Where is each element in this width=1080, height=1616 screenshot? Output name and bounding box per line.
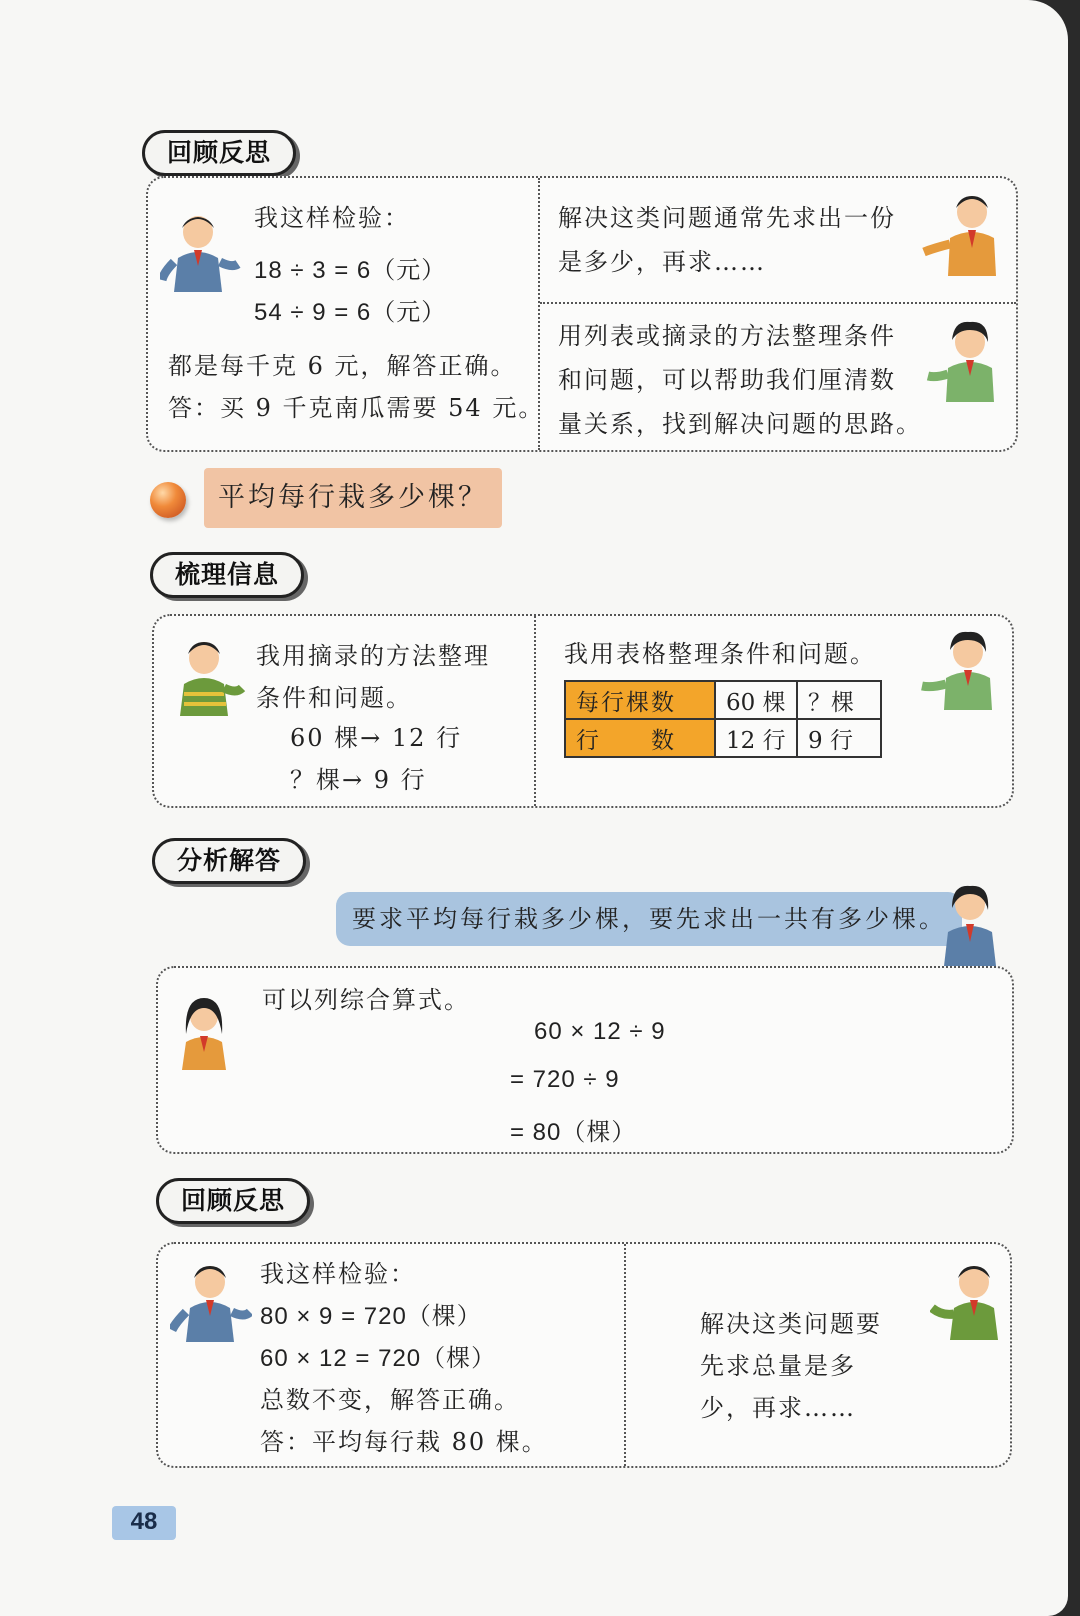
divider — [624, 1244, 626, 1466]
excerpt-text: 我用摘录的方法整理 — [256, 642, 490, 670]
table-cell: ？棵 — [797, 681, 881, 719]
section-tag-review: 回顾反思 — [142, 130, 296, 176]
girl-character-icon — [920, 628, 1004, 710]
excerpt-mapping: ？棵→ 9 行 — [290, 766, 427, 794]
table-header-cell: 行 数 — [565, 719, 715, 757]
girl-character-icon — [934, 882, 1006, 966]
page-number: 48 — [112, 1506, 176, 1540]
table-cell: 12 行 — [715, 719, 797, 757]
check-conclusion: 总数不变，解答正确。 — [260, 1386, 520, 1414]
hint-bubble: 要求平均每行栽多少棵，要先求出一共有多少棵。 — [336, 892, 962, 946]
equation-step: = 80（棵） — [510, 1119, 637, 1146]
check-title: 我这样检验： — [254, 204, 410, 232]
tip-text: 是多少，再求…… — [558, 248, 766, 276]
table-cell: 9 行 — [797, 719, 881, 757]
boy-character-icon — [168, 636, 246, 716]
check-equation: 18 ÷ 3 = 6（元） — [254, 257, 447, 284]
check-title: 我这样检验： — [260, 1260, 416, 1288]
excerpt-mapping: 60 棵→ 12 行 — [290, 724, 463, 752]
boy-character-icon — [920, 190, 1006, 276]
orange-ball-icon — [150, 482, 186, 518]
question-banner: 平均每行栽多少棵？ — [204, 468, 502, 528]
girl-character-icon — [172, 994, 236, 1070]
tip-text: 和问题，可以帮助我们厘清数 — [558, 366, 896, 394]
boy-character-icon — [930, 1260, 1006, 1340]
divider — [534, 616, 536, 806]
tip-text: 先求总量是多 — [700, 1352, 856, 1380]
section-tag-analyze: 分析解答 — [152, 838, 306, 884]
solution-intro: 可以列综合算式。 — [262, 986, 470, 1014]
table-row — [565, 681, 881, 719]
check-equation: 54 ÷ 9 = 6（元） — [254, 299, 447, 326]
tip-text: 量关系，找到解决问题的思路。 — [558, 410, 922, 438]
tip-text: 少，再求…… — [700, 1394, 856, 1422]
tip-text: 解决这类问题要 — [700, 1310, 882, 1338]
table-header-cell: 每行棵数 — [565, 681, 715, 719]
excerpt-text: 条件和问题。 — [256, 684, 412, 712]
tip-text: 解决这类问题通常先求出一份 — [558, 204, 896, 232]
check-equation: 60 × 12 = 720（棵） — [260, 1345, 497, 1372]
table-cell: 60 棵 — [715, 681, 797, 719]
equation-step: = 720 ÷ 9 — [510, 1066, 620, 1093]
boy-character-icon — [170, 1260, 252, 1342]
tip-text: 用列表或摘录的方法整理条件 — [558, 322, 896, 350]
boy-character-icon — [160, 210, 242, 292]
table-row — [565, 719, 881, 757]
table-intro: 我用表格整理条件和问题。 — [564, 640, 876, 668]
section-tag-review: 回顾反思 — [156, 1178, 310, 1224]
check-conclusion: 都是每千克 6 元，解答正确。 — [168, 352, 517, 380]
check-equation: 80 × 9 = 720（棵） — [260, 1303, 482, 1330]
section-tag-sort-info: 梳理信息 — [150, 552, 304, 598]
condition-table — [564, 680, 882, 758]
divider — [540, 302, 1016, 304]
equation-step: 60 × 12 ÷ 9 — [534, 1018, 666, 1045]
girl-character-icon — [926, 318, 1006, 402]
answer-text: 答：平均每行栽 80 棵。 — [260, 1428, 548, 1456]
answer-text: 答：买 9 千克南瓜需要 54 元。 — [168, 394, 545, 422]
